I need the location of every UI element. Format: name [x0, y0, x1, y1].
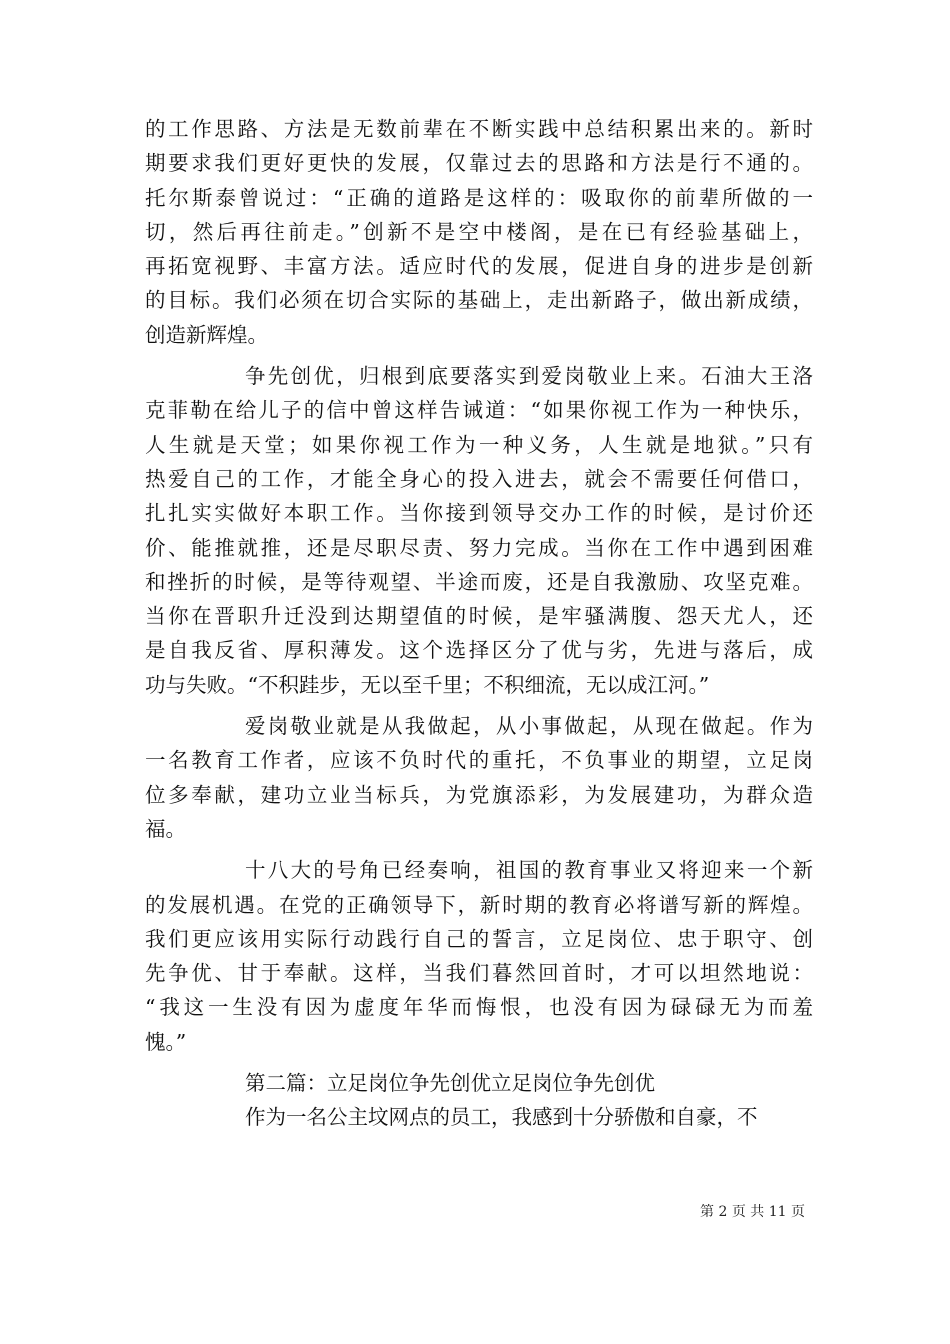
text-line: 扎扎实实做好本职工作。当你接到领导交办工作的时候，是讨价还 — [145, 501, 813, 526]
text-line: 先争优、甘于奉献。这样，当我们暮然回首时，才可以坦然地说： — [145, 961, 813, 986]
text-line: 是自我反省、厚积薄发。这个选择区分了优与劣，先进与落后，成 — [145, 638, 813, 663]
paragraph-start: 十八大的号角已经奏响，祖国的教育事业又将迎来一个新 — [245, 858, 813, 883]
text-line: 价、能推就推，还是尽职尽责、努力完成。当你在工作中遇到困难 — [145, 535, 813, 560]
text-line: 一名教育工作者，应该不负时代的重托，不负事业的期望，立足岗 — [145, 748, 813, 773]
text-line: 托尔斯泰曾说过：“正确的道路是这样的：吸取你的前辈所做的一 — [145, 185, 813, 210]
body-text — [145, 112, 813, 1135]
text-line: 再拓宽视野、丰富方法。适应时代的发展，促进自身的进步是创新 — [145, 254, 813, 279]
text-line: 的工作思路、方法是无数前辈在不断实践中总结积累出来的。新时 — [145, 117, 813, 141]
paragraph-start: 作为一名公主坟网点的员工，我感到十分骄傲和自豪，不 — [245, 1105, 758, 1130]
text-line: 当你在晋职升迁没到达期望值的时候，是牢骚满腹、怨天尤人，还 — [145, 604, 813, 629]
section-heading: 第二篇：立足岗位争先创优立足岗位争先创优 — [245, 1071, 655, 1096]
text-line: “我这一生没有因为虚度年华而悔恨，也没有因为碌碌无为而羞 — [145, 995, 813, 1020]
page-number: 第 2 页 共 11 页 — [700, 1204, 805, 1220]
text-line: 的目标。我们必须在切合实际的基础上，走出新路子，做出新成绩， — [145, 288, 813, 313]
paragraph-start: 争先创优，归根到底要落实到爱岗敬业上来。石油大王洛 — [245, 364, 813, 389]
text-line: 切，然后再往前走。”创新不是空中楼阁，是在已有经验基础上， — [145, 219, 813, 244]
text-line: 的发展机遇。在党的正确领导下，新时期的教育必将谱写新的辉煌。 — [145, 892, 813, 917]
text-line: 和挫折的时候，是等待观望、半途而废，还是自我激励、攻坚克难。 — [145, 569, 813, 594]
text-line: 功与失败。“不积跬步，无以至千里；不积细流，无以成江河。” — [145, 672, 710, 697]
text-line: 位多奉献，建功立业当标兵，为党旗添彩，为发展建功，为群众造 — [145, 782, 813, 807]
text-line: 期要求我们更好更快的发展，仅靠过去的思路和方法是行不通的。 — [145, 151, 813, 176]
text-line: 福。 — [145, 816, 186, 841]
text-line: 克菲勒在给儿子的信中曾这样告诫道：“如果你视工作为一种快乐， — [145, 398, 813, 423]
text-line: 我们更应该用实际行动践行自己的誓言，立足岗位、忠于职守、创 — [145, 926, 813, 951]
paragraph-start: 爱岗敬业就是从我做起，从小事做起，从现在做起。作为 — [245, 714, 813, 739]
text-line: 创造新辉煌。 — [145, 322, 268, 347]
text-line: 愧。” — [145, 1029, 187, 1054]
text-line: 人生就是天堂；如果你视工作为一种义务，人生就是地狱。”只有 — [145, 432, 813, 457]
text-line: 热爱自己的工作，才能全身心的投入进去，就会不需要任何借口， — [145, 466, 813, 491]
